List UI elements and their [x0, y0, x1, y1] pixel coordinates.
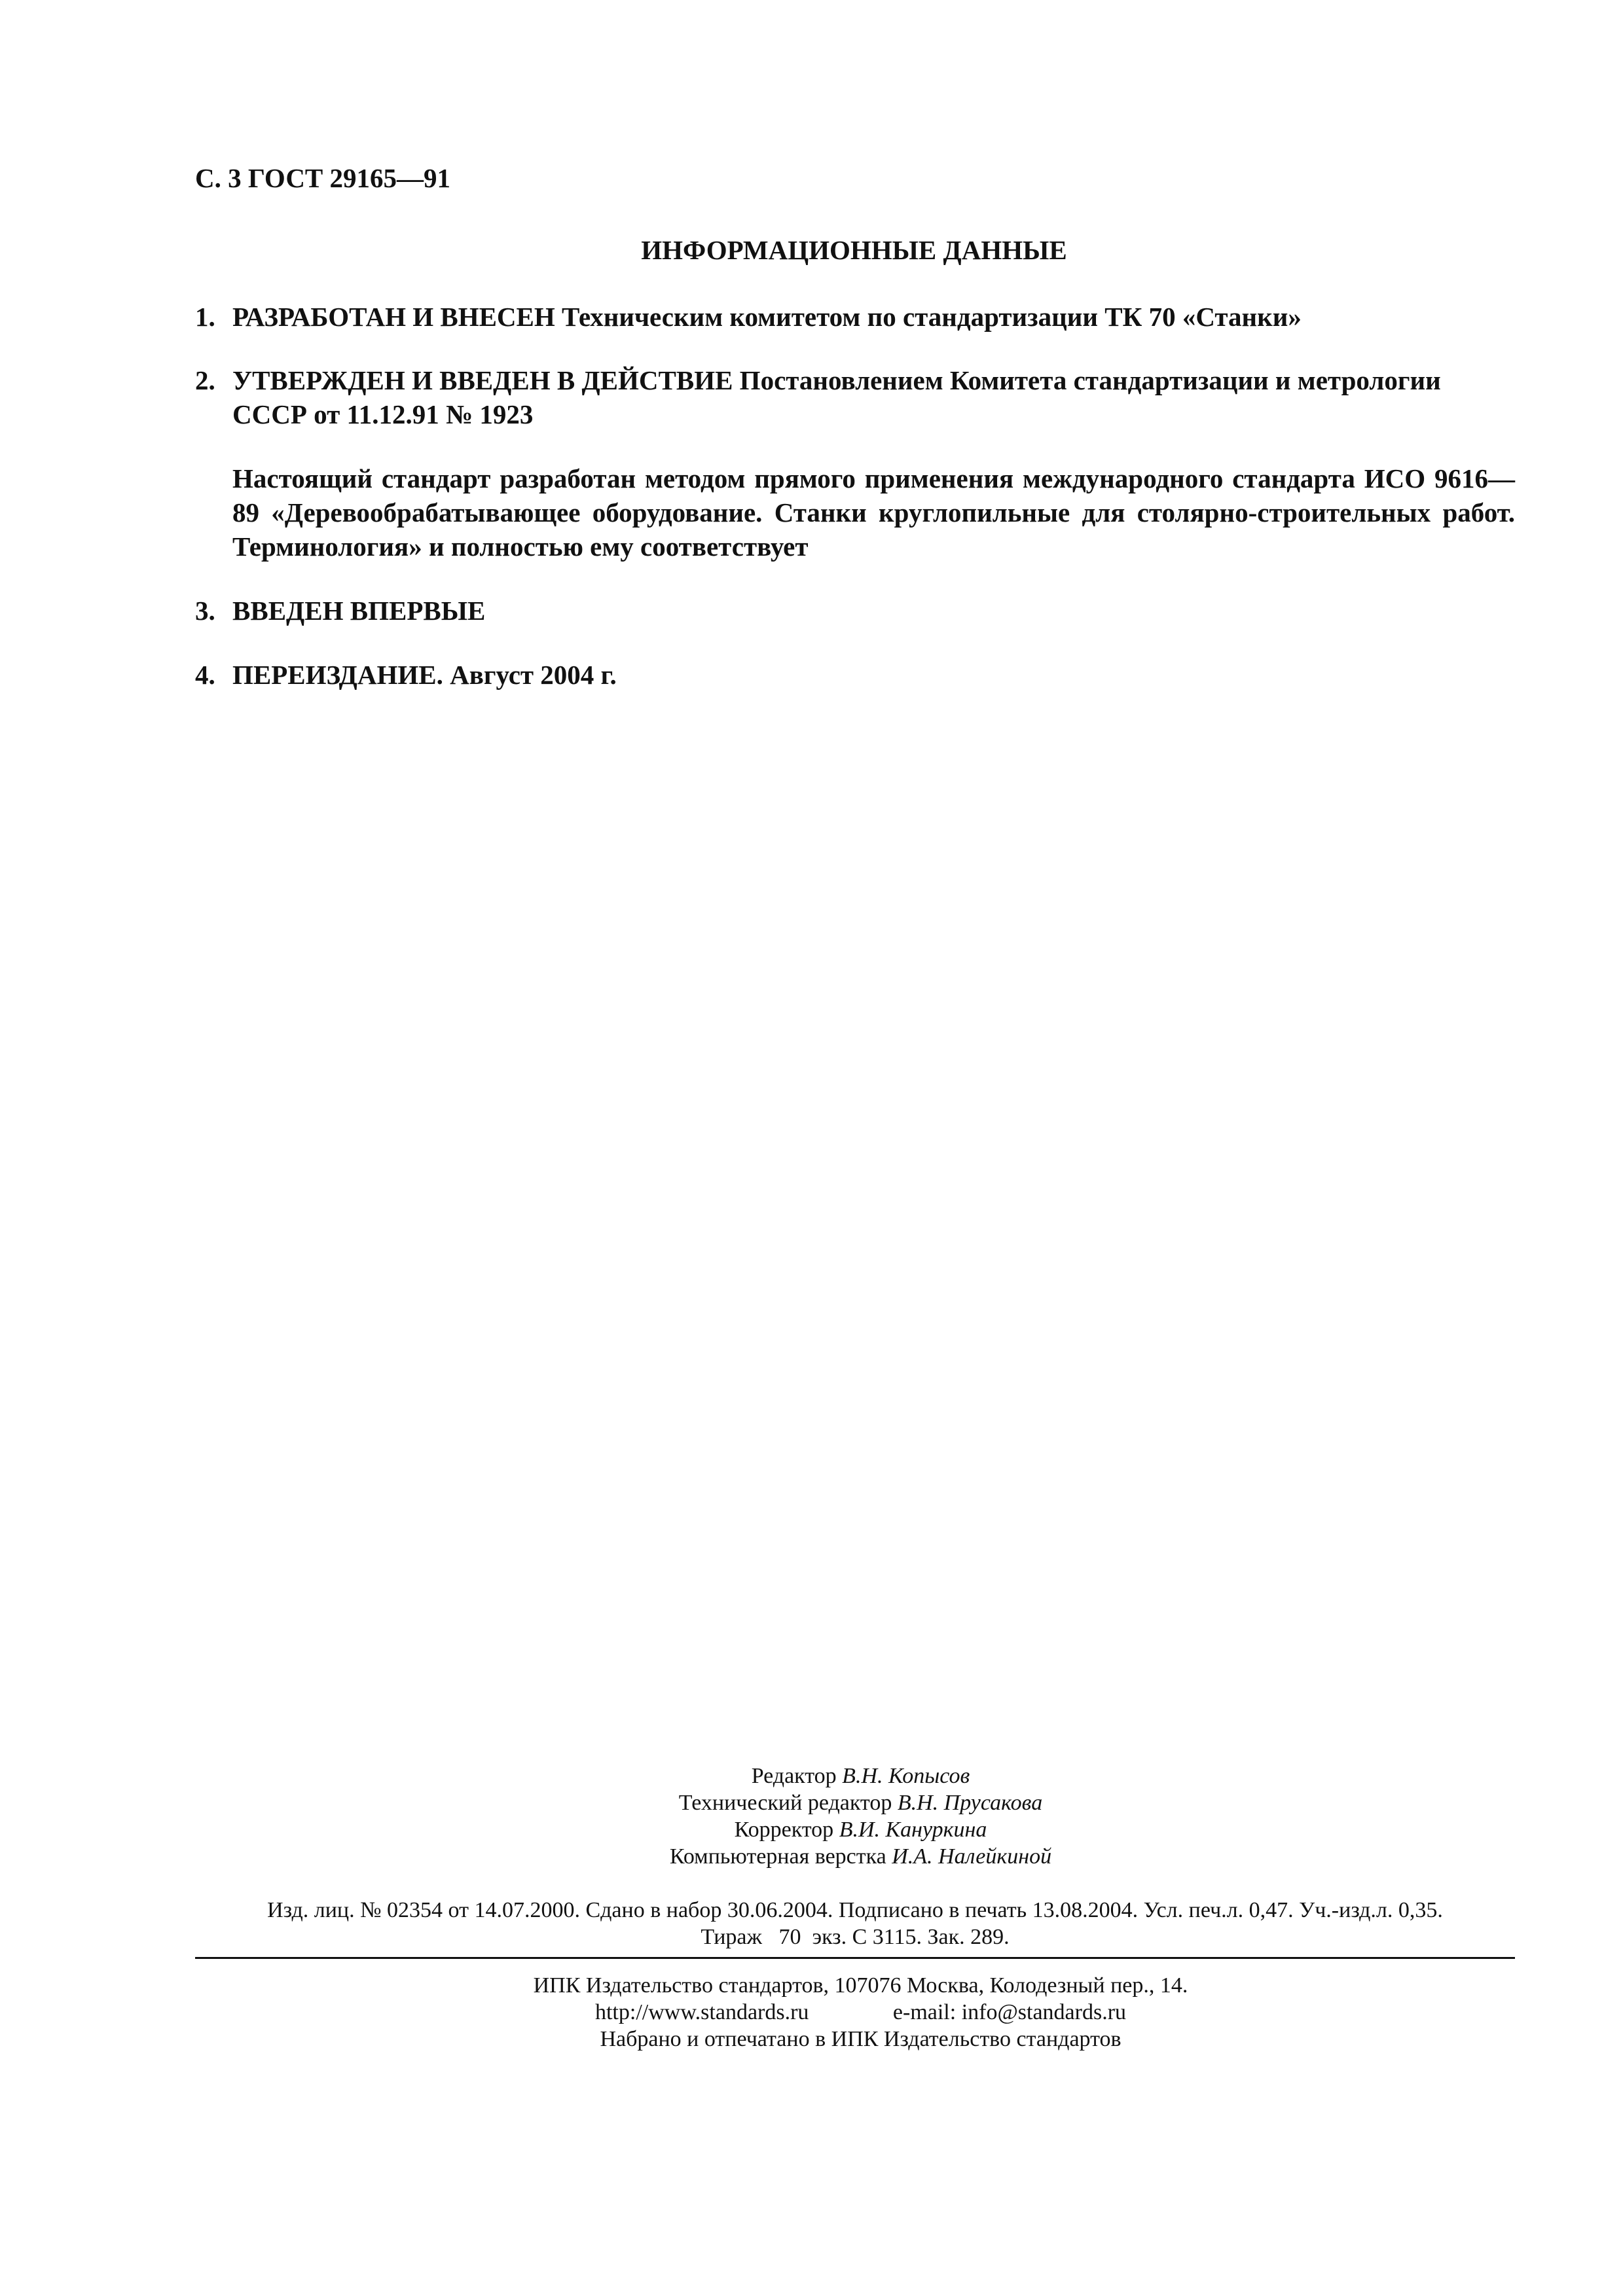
info-item-developed [195, 300, 1515, 334]
credit-corrector [98, 1816, 1623, 1843]
credit-layout [98, 1843, 1623, 1870]
page-header: С. 3 ГОСТ 29165—91 [195, 163, 451, 193]
info-item-reissue [195, 658, 1515, 692]
item-number: 4. [195, 660, 215, 690]
publisher-contacts [98, 1999, 1623, 2026]
credit-role: Редактор [751, 1764, 837, 1788]
credit-role: Компьютерная верстка [669, 1844, 886, 1869]
publisher-email-link[interactable]: e-mail: info@standards.ru [892, 2000, 1127, 2024]
credit-role: Технический редактор [678, 1791, 892, 1815]
credit-editor [98, 1763, 1623, 1789]
info-list [195, 300, 1515, 692]
credit-name: В.Н. Прусакова [897, 1791, 1043, 1815]
publisher-address: ИПК Издательство стандартов, 107076 Москва, Колодезный пер., 14. [533, 1973, 1188, 1998]
item-text: ПЕРЕИЗДАНИЕ. Август 2004 г. [232, 660, 617, 690]
publisher-website-link[interactable]: http://www.standards.ru [594, 2000, 809, 2024]
divider [195, 1957, 1515, 1959]
item-number: 3. [195, 596, 215, 626]
item-text: РАЗРАБОТАН И ВНЕСЕН Техническим комитетом по стандартизации ТК 70 «Станки» [232, 302, 1302, 332]
credits [0, 1763, 1623, 1870]
info-item-note [195, 461, 1515, 564]
credit-name: В.И. Кануркина [839, 1818, 987, 1842]
item-number: 1. [195, 302, 215, 332]
info-item-approved [195, 363, 1515, 431]
publisher-info [0, 1972, 1623, 2053]
publisher-printed-by: Набрано и отпечатано в ИПК Издательство стандартов [600, 2027, 1122, 2051]
item-number: 2. [195, 365, 215, 395]
section-title: ИНФОРМАЦИОННЫЕ ДАННЫЕ [641, 235, 1067, 265]
item-text: Настоящий стандарт разработан методом прямого применения международного стандарта ИСО 9616—89 «Деревообрабатывающее оборудование. Станки круглопильные для столярно-строительных работ. Терминология» и полностью ему соответствует [232, 463, 1515, 562]
item-text: ВВЕДЕН ВПЕРВЫЕ [232, 596, 486, 626]
credit-tech-editor [98, 1789, 1623, 1816]
credit-name: И.А. Налейкиной [892, 1844, 1052, 1869]
print-info-line: Изд. лиц. № 02354 от 14.07.2000. Сдано в набор 30.06.2004. Подписано в печать 13.08.2004. Усл. печ.л. 0,47. Уч.-изд.л. 0,35. [267, 1898, 1443, 1922]
item-text: УТВЕРЖДЕН И ВВЕДЕН В ДЕЙСТВИЕ Постановлением Комитета стандартизации и метрологии СССР от 11.12.91 № 1923 [232, 365, 1441, 429]
print-info-line: Тираж 70 экз. С 3115. Зак. 289. [701, 1925, 1010, 1949]
credit-name: В.Н. Копысов [842, 1764, 970, 1788]
print-info [195, 1897, 1515, 1950]
credit-role: Корректор [734, 1818, 834, 1842]
info-item-introduced [195, 594, 1515, 628]
